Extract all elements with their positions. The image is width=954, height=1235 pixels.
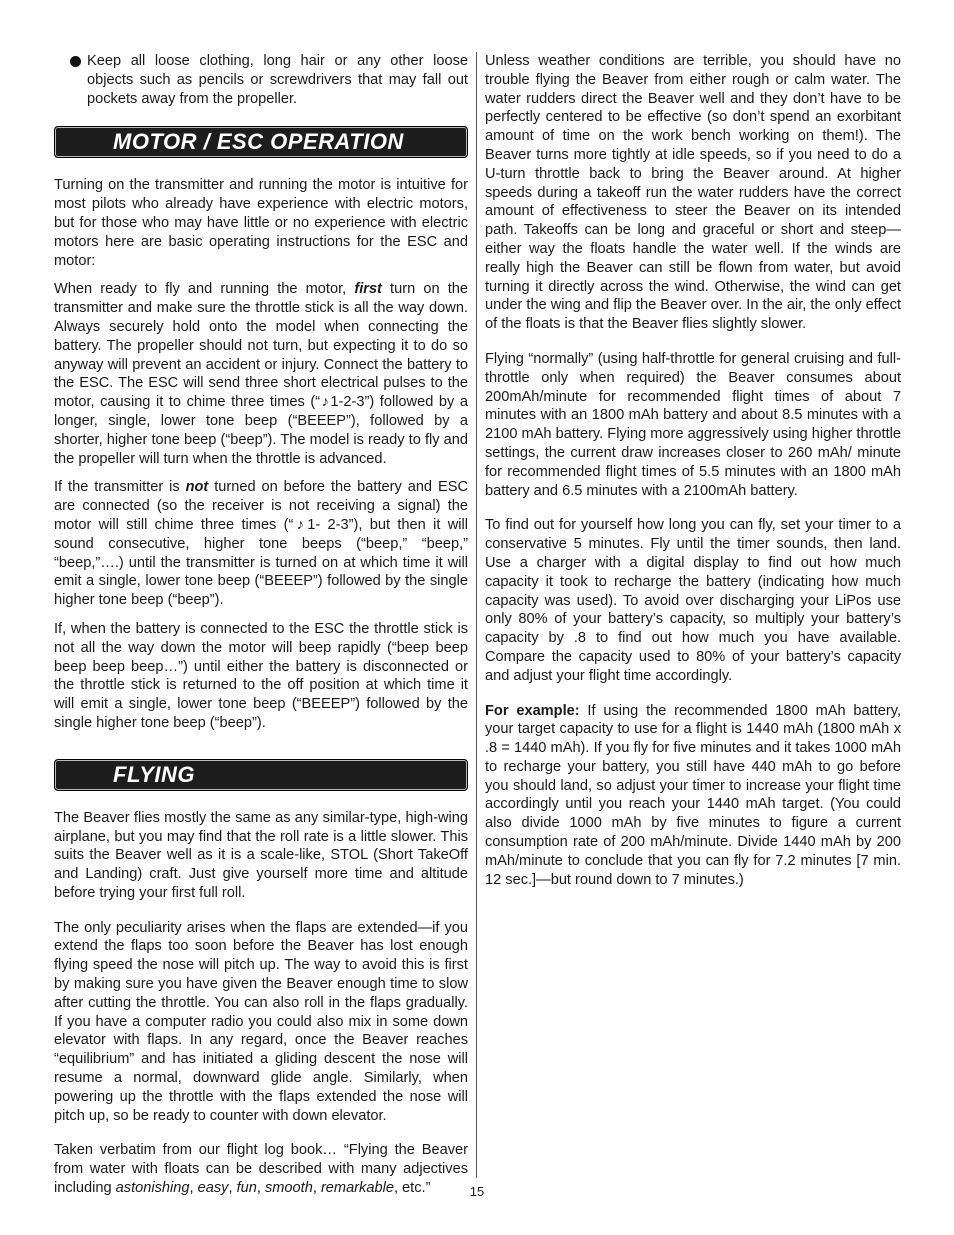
column-divider [476,52,477,1178]
right-column [485,52,901,899]
motor-paragraph-1: Turning on the transmitter and running the motor is intuitive for most pilots who already have experience with electric motors, but for those who may have little or no experience with electric motors here are basic operating instructions for the ESC and motor: [54,177,468,269]
motor-esc-heading-text: MOTOR / ESC OPERATION [113,129,404,155]
right-paragraph-1: Unless weather conditions are terrible, you should have no trouble flying the Beaver from either rough or calm water. The water rudders direct the Beaver well and they don’t have to be perfectly centered to be effective (so don’t spend an exorbitant amount of time on the work bench working on them!). The Beaver turns more tightly at idle speeds, so if you need to do a U-turn throttle back to bring the Beaver around. At higher speeds during a takeoff run the water rudders have the correct amount of effectiveness to steer the Beaver on its intended path. Takeoffs can be long and graceful or short and steep—either way the floats handle the water well. If the winds are really high the Beaver can still be flown from water, but avoid turning it directly across the wind. Otherwise, the wind can get under the wing and flip the Beaver over. In the air, the only effect of the floats is that the Beaver flies slightly slower. [485,53,901,333]
left-column [54,52,468,1208]
motor-paragraph-4: If, when the battery is connected to the ESC the throttle stick is not all the way down the motor will beep rapidly (“beep beep beep beep beep…”) until either the battery is disconnected or the throttle stick is returned to the off position at which time it will emit a single, lower tone beep (“BEEEP”) followed by the single higher tone beep (“beep”). [54,620,468,731]
right-paragraph-2: Flying “normally” (using half-throttle for general cruising and full-throttle only when required) the Beaver consumes about 200mAh/minute for recommended flight times of about 7 minutes with an 1800 mAh battery and about 8.5 minutes with a 2100 mAh battery. Flying more aggressively using higher throttle settings, the current draw increases closer to 260 mAh/ minute for recommended flight times of 5.5 minutes with an 1800 mAh battery and 6.5 minutes with a 2100mAh battery. [485,350,901,499]
flying-paragraph-2: The only peculiarity arises when the flaps are extended—if you extend the flaps too soon before the Beaver has lost enough flying speed the nose will pitch up. The way to avoid this is first by making sure you have given the Beaver enough time to slow after cutting the throttle. You can also roll in the flaps gradually. If you have a computer radio you could also mix in some down elevator with flaps. In any regard, once the Beaver reaches “equilibrium” and has initiated a gliding descent the nose will resume a normal, downward glide angle. Similarly, when powering up the throttle with the flaps extended the nose will pitch up, so be ready to counter with down elevator. [54,919,468,1124]
flying-heading-text: FLYING [113,761,196,787]
motor-paragraph-2: When ready to fly and running the motor, first turn on the transmitter and make sure the throttle stick is all the way down. Always securely hold onto the model when connecting the battery. The propeller should not turn, but expecting it to do so anyway will prevent an accident or injury. Connect the battery to the ESC. The ESC will send three short electrical pulses to the motor, causing it to chime three times (“♪1-2-3”) followed by a longer, single, lower tone beep (“BEEEP”), followed by a shorter, higher tone beep (“beep”). The model is ready to fly and the propeller will turn when the throttle is advanced. [54,281,468,467]
example-label: For example: [485,702,580,719]
right-paragraph-4: For example: If using the recommended 1800 mAh battery, your target capacity to use for a flight is 1440 mAh (1800 mAh x .8 = 1440 mAh). If you fly for five minutes and it takes 1000 mAh to recharge your battery, you still have 440 mAh to go before you should land, so adjust your timer to increase your flight time accordingly until you reach your 1440 mAh target. (You could also divide 1000 mAh by five minutes to figure a current consumption rate of 200 mAh/minute. Divide 1440 mAh by 200 mAh/minute to conclude that you can fly for 7.2 minutes [7 min. 12 sec.]—but round down to 7 minutes.) [485,702,901,888]
emphasis-first: first [354,281,382,298]
safety-bullet [54,52,468,108]
right-paragraph-3: To find out for yourself how long you can fly, set your timer to a conservative 5 minutes. Fly until the timer sounds, then land. Use a charger with a digital display to find out how much capacity it took to recharge the battery (indicating how much capacity was used). To avoid over discharging your LiPos use only 80% of your battery’s capacity, so multiply your battery’s capacity by .8 to find out how much you have available. Compare the capacity used to 80% of your battery’s capacity and adjust your flight time accordingly. [485,517,901,684]
section-heading-flying [54,759,468,791]
flying-paragraph-3: Taken verbatim from our flight log book… “Flying the Beaver from water with floats can be described with many adjectives including astonishing, easy, fun, smooth, remarkable, etc.” [54,1142,468,1197]
page-number: 15 [469,1184,485,1199]
flying-paragraph-1: The Beaver flies mostly the same as any similar-type, high-wing airplane, but you may find that the roll rate is a little slower. This suits the Beaver well as it is a scale-like, STOL (Short TakeOff and Landing) craft. Just give yourself more time and altitude before trying your first full roll. [54,809,468,901]
emphasis-not: not [185,479,209,496]
bullet-text: Keep all loose clothing, long hair or any other loose objects such as pencils or screwdrivers that may fall out pockets away from the propeller. [87,53,468,107]
motor-paragraph-3: If the transmitter is not turned on before the battery and ESC are connected (so the receiver is not receiving a signal) the motor will still chime three times (“♪1- 2-3”), but then it will sound consecutive, higher tone beeps (“beep,” “beep,” “beep,”….) until the transmitter is turned on at which time it will emit a single, lower tone beep (“BEEEP”) followed by the single higher tone beep (“beep”). [54,479,468,609]
bullet-dot-icon [70,56,81,67]
section-heading-motor-esc [54,126,468,158]
